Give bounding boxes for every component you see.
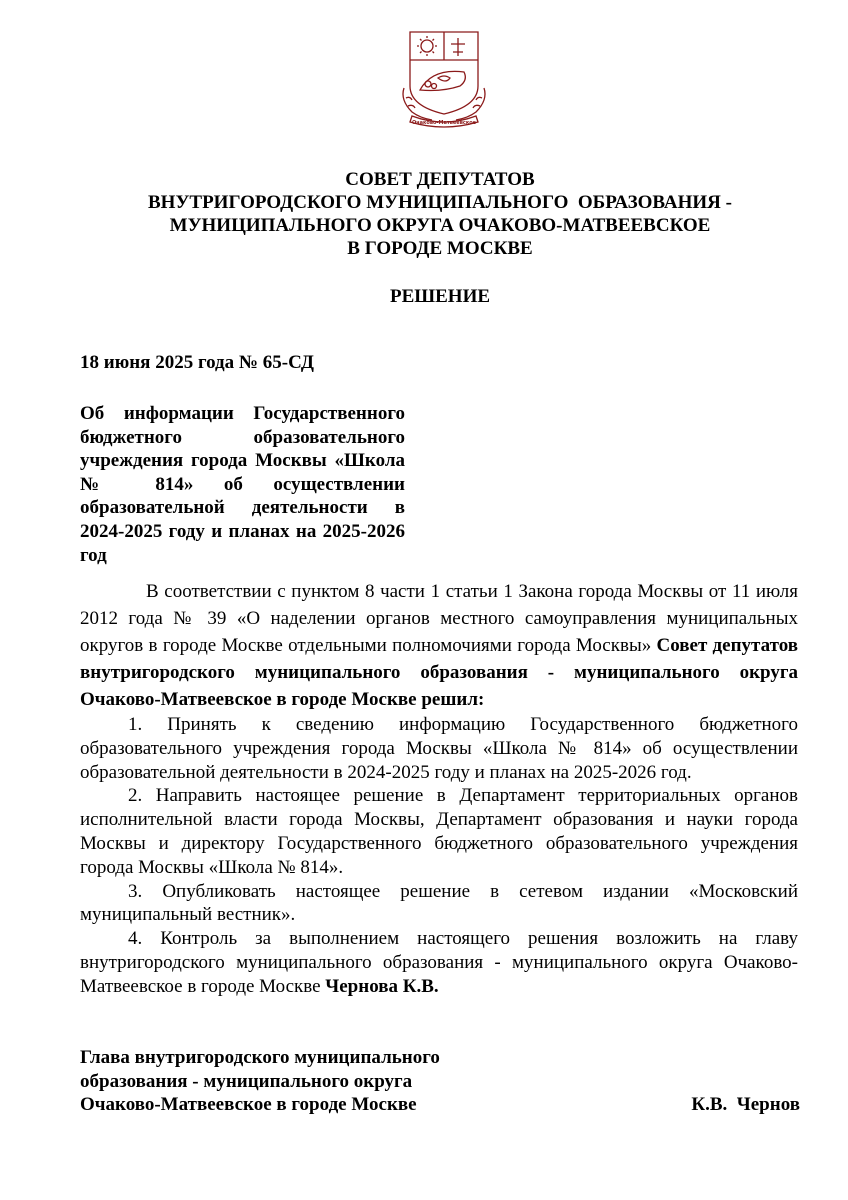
header-line-1: СОВЕТ ДЕПУТАТОВ bbox=[345, 169, 535, 190]
item-2: 2. Направить настоящее решение в Департамент территориальных органов исполнительной власти города Москвы, Департамент образования и науки города Москвы и директору Государственного бюджетного образовательного учреждения города Москвы «Школа № 814». bbox=[80, 785, 798, 878]
header-line-3: МУНИЦИПАЛЬНОГО ОКРУГА ОЧАКОВО-МАТВЕЕВСКОЕ bbox=[169, 215, 711, 236]
item-3: 3. Опубликовать настоящее решение в сетевом издании «Московский муниципальный вестник». bbox=[80, 880, 798, 926]
signature-line-1: Глава внутригородского муниципального bbox=[80, 1047, 440, 1068]
document-header bbox=[60, 168, 820, 260]
signature-line-3: Очаково-Матвеевское в городе Москве bbox=[80, 1094, 417, 1115]
header-line-4: В ГОРОДЕ МОСКВЕ bbox=[347, 238, 533, 259]
coat-of-arms-icon bbox=[398, 28, 490, 128]
date-number-line: 18 июня 2025 года № 65-СД bbox=[80, 352, 314, 373]
preamble-resolution: Совет депутатов внутригородского муниципального образования - муниципального округа Очаково-Матвеевское в городе Москве решил: bbox=[80, 635, 798, 710]
decision-body bbox=[80, 578, 798, 999]
item-1: 1. Принять к сведению информацию Государственного бюджетного образовательного учреждения города Москвы «Школа № 814» об осуществлении образовательной деятельности в 2024-2025 году и планах на 2025-2026 год. bbox=[80, 714, 798, 783]
signature-line-2: образования - муниципального округа bbox=[80, 1070, 413, 1092]
svg-text:Очаково-Матвеевское: Очаково-Матвеевское bbox=[411, 120, 477, 126]
preamble-text: В соответствии с пунктом 8 части 1 статьи 1 Закона города Москвы от 11 июля 2012 года № 39 «О наделении органов местного самоуправления муниципальных округов в городе Москве отдельными полномочиями города Москвы» bbox=[80, 581, 798, 656]
header-line-2: ВНУТРИГОРОДСКОГО МУНИЦИПАЛЬНОГО ОБРАЗОВАНИЯ - bbox=[148, 192, 732, 213]
decision-title: РЕШЕНИЕ bbox=[389, 286, 491, 307]
signature-row bbox=[80, 1093, 800, 1117]
decision-subject: Об информации Государственного бюджетного образовательного учреждения города Москвы «Школа № 814» об осуществлении образовательной деятельности в 2024-2025 году и планах на 2025-2026 год bbox=[80, 403, 405, 566]
signature-block bbox=[80, 1046, 800, 1117]
preamble-paragraph bbox=[80, 578, 798, 713]
signatory-name: К.В. Чернов bbox=[691, 1094, 800, 1115]
item-4-text: 4. Контроль за выполнением настоящего решения возложить на главу внутригородского муниципального образования - муниципального округа Очаково-Матвеевское в городе Москве bbox=[80, 928, 798, 997]
item-4 bbox=[80, 927, 798, 998]
item-4-name: Чернова К.В. bbox=[325, 975, 439, 997]
